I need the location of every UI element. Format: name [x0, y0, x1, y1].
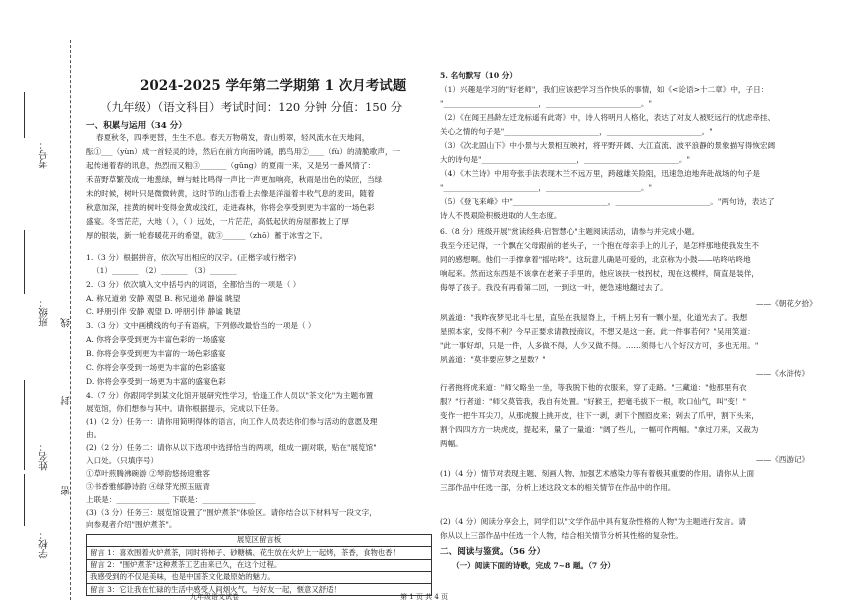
binding-margin: [0, 0, 72, 608]
question-3-option: C. 你将会享受到一场更为丰富的色彩盛宴: [86, 363, 226, 372]
seal-secret-mark: 密: [61, 486, 72, 496]
source-label: ——《朝花夕拾》: [756, 299, 817, 308]
school-label: 学校：: [39, 530, 50, 559]
exam-no-label: 考号：: [39, 140, 50, 169]
question-3-option: D. 你将会享受到一场更为丰富的盛宴色彩: [86, 377, 226, 386]
question-2-option: C. 呼朋引伴 安静 观望 D. 呼朋引伴 静谧 眺望: [86, 307, 241, 316]
exam-title: 2024-2025 学年第二学期第 1 次月考试题: [140, 78, 407, 94]
message-row: 留言 2："围炉煮茶"这种煮茶工艺由来已久，在这个过程。: [87, 559, 432, 571]
message-board-head: 展览区留言板: [87, 535, 432, 547]
message-row: 我感受到的不仅是美味，也是中国茶文化最原始的魅力。: [87, 571, 432, 583]
exam-subtitle: （九年级）（语文科目）考试时间：120 分钟 分值：150 分: [100, 100, 403, 114]
class-label: 班级：: [39, 298, 50, 327]
source-label: ——《水浒传》: [756, 369, 810, 378]
question-2-option: A. 称兄道弟 安静 观望 B. 称兄道弟 静谧 眺望: [86, 294, 241, 303]
source-label: ——《西游记》: [756, 455, 810, 464]
question-1: 1.（3 分）根据拼音，依次写出相应的汉字。(正楷字或行楷字): [86, 253, 297, 262]
section-1-heading: 一、积累与运用（34 分）: [86, 121, 187, 131]
question-2: 2.（3 分）依次填入文中括号内的词语，全都恰当的一项是（ ）: [86, 280, 301, 289]
name-label: 姓名：: [39, 442, 50, 471]
message-board-table: [86, 534, 432, 596]
section-2-subheading: （一）阅读下面的诗歌，完成 7~8 题。（7 分）: [452, 561, 616, 570]
question-5-heading: 5. 名句默写（10 分）: [440, 71, 517, 80]
question-6-1: (1)（4 分）情节对表现主题、刻画人物、加强艺术感染力等有着极其重要的作用。请你从上面: [440, 469, 755, 478]
section-2-heading: 二、阅读与鉴赏。（56 分）: [440, 547, 546, 557]
message-row: 留言 3：它让我在忙碌的生活中感受人间烟火气，与好友一起，惬意又舒适！: [87, 584, 432, 596]
question-6-2: (2)（4 分）阅读分享会上，同学们以"文学作品中具有复杂性格的人物"为主题进行发言。请: [440, 517, 746, 526]
question-3: 3.（3 分）文中画横线的句子有语病，下列修改最恰当的一项是（ ）: [86, 321, 316, 330]
seal-line-mark: 线: [61, 318, 72, 328]
question-1-blanks[interactable]: （1）_______ （2）_______ （3）_______: [92, 266, 237, 275]
question-6-heading: 6.（8 分）班级开展"赏读经典·启智慧心"主题阅读活动，请参与并完成小题。: [440, 227, 700, 236]
left-footer: 九年级语文试卷: [190, 593, 239, 601]
page-number: 第 1 页 共 4 页: [400, 593, 449, 601]
question-3-option: A. 你将会享受到更为丰富色彩的一场盛宴: [86, 335, 226, 344]
message-row: 留言 1：喜欢围着火炉煮茶，同时将柿子、砂糖橘、花生放在火炉上一起烤，茶香，食物也香！: [87, 547, 432, 559]
seal-seal-mark: 封: [61, 396, 72, 406]
seal-dashed-line: [70, 40, 71, 600]
question-3-option: B. 你将会享受到更为丰富的一场色彩盛宴: [86, 349, 226, 358]
